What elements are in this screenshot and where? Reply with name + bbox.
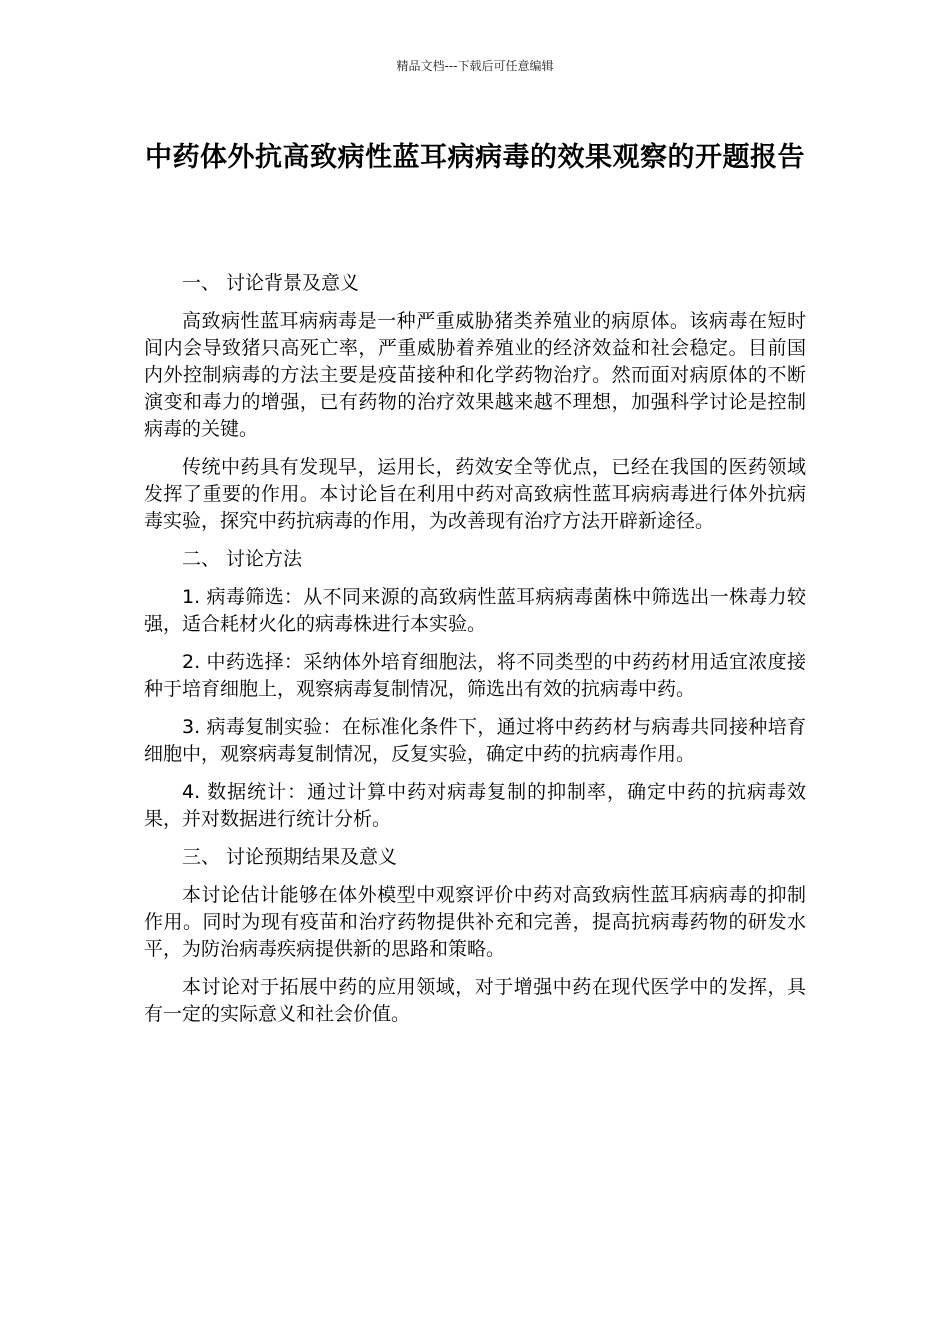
paragraph: 本讨论对于拓展中药的应用领域，对于增强中药在现代医学中的发挥，具有一定的实际意义和社会价值。 xyxy=(144,976,806,1025)
method-item: 1. 病毒筛选：从不同来源的高致病性蓝耳病病毒菌株中筛选出一株毒力较强，适合耗材火化的病毒株进行本实验。 xyxy=(144,586,806,635)
section-heading-methods: 二、 讨论方法 xyxy=(182,548,303,570)
section-heading-expected-results: 三、 讨论预期结果及意义 xyxy=(182,846,398,868)
paragraph: 高致病性蓝耳病病毒是一种严重威胁猪类养殖业的病原体。该病毒在短时间内会导致猪只高死亡率，严重威胁着养殖业的经济效益和社会稳定。目前国内外控制病毒的方法主要是疫苗接种和化学药物治疗。然而面对病原体的不断演变和毒力的增强，已有药物的治疗效果越来越不理想，加强科学讨论是控制病毒的关键。 xyxy=(144,310,806,440)
method-item: 4. 数据统计：通过计算中药对病毒复制的抑制率，确定中药的抗病毒效果，并对数据进行统计分析。 xyxy=(144,781,806,830)
header-note: 精品文档---下载后可任意编辑 xyxy=(396,59,554,73)
paragraph: 传统中药具有发现早，运用长，药效安全等优点，已经在我国的医药领域发挥了重要的作用。本讨论旨在利用中药对高致病性蓝耳病病毒进行体外抗病毒实验，探究中药抗病毒的作用，为改善现有治疗方法开辟新途径。 xyxy=(144,456,806,532)
document-title: 中药体外抗高致病性蓝耳病病毒的效果观察的开题报告 xyxy=(145,142,805,173)
method-item: 2. 中药选择：采纳体外培育细胞法，将不同类型的中药药材用适宜浓度接种于培育细胞上，观察病毒复制情况，筛选出有效的抗病毒中药。 xyxy=(144,651,806,700)
document-body xyxy=(144,270,806,1039)
method-item: 3. 病毒复制实验：在标准化条件下，通过将中药药材与病毒共同接种培育细胞中，观察病毒复制情况，反复实验，确定中药的抗病毒作用。 xyxy=(144,716,806,765)
paragraph: 本讨论估计能够在体外模型中观察评价中药对高致病性蓝耳病病毒的抑制作用。同时为现有疫苗和治疗药物提供补充和完善，提高抗病毒药物的研发水平，为防治病毒疾病提供新的思路和策略。 xyxy=(144,884,806,960)
section-heading-background: 一、 讨论背景及意义 xyxy=(182,272,360,294)
